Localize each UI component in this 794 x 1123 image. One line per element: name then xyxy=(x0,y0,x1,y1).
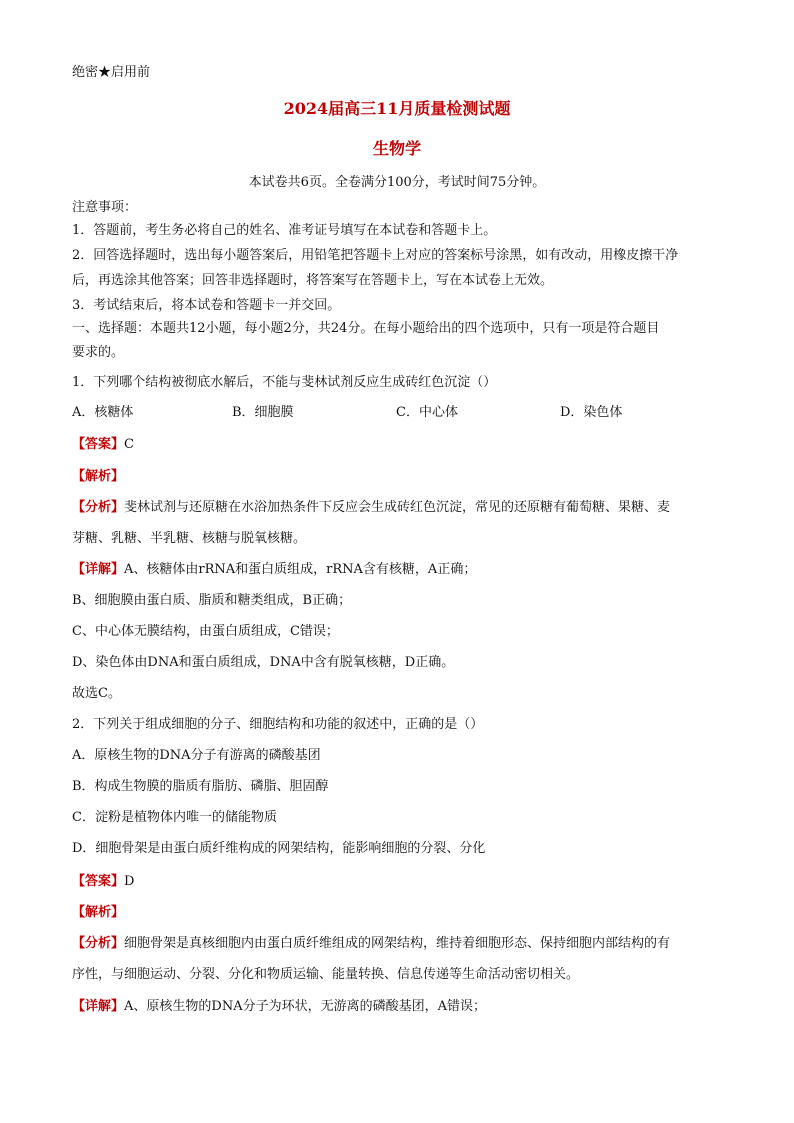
answer-label: 【答案】 xyxy=(72,437,125,452)
notes-heading: 注意事项： xyxy=(72,200,138,215)
q1-options xyxy=(72,402,722,424)
q1-fenxi-line-1: 【分析】斐林试剂与还原糖在水浴加热条件下反应会生成砖红色沉淀，常见的还原糖有葡萄糖、果糖、麦 xyxy=(72,500,671,515)
q1-conclusion: 故选C。 xyxy=(72,686,121,701)
exam-title: 2024届高三11月质量检测试题 xyxy=(283,99,511,118)
q2-answer: 【答案】D xyxy=(72,874,135,889)
q2-fenxi-line-2: 序性，与细胞运动、分裂、分化和物质运输、能量转换、信息传递等生命活动密切相关。 xyxy=(72,967,580,982)
q1-detail-d: D、染色体由DNA和蛋白质组成，DNA中含有脱氧核糖，D正确。 xyxy=(72,655,455,670)
answer-value: C xyxy=(124,437,134,452)
note-2-line-1: 2．回答选择题时，选出每小题答案后，用铅笔把答题卡上对应的答案标号涂黑，如有改动，用橡皮擦干净 xyxy=(72,248,679,263)
section-instructions-line-1: 一、选择题：本题共12小题，每小题2分，共24分。在每小题给出的四个选项中，只有一项是符合题目 xyxy=(72,321,660,336)
section-instructions-line-2: 要求的。 xyxy=(72,345,125,360)
q1-detail-b: B、细胞膜由蛋白质、脂质和糖类组成，B正确； xyxy=(72,593,352,608)
q2-option-c: C．淀粉是植物体内唯一的储能物质 xyxy=(72,810,277,825)
q2-option-b: B．构成生物膜的脂质有脂肪、磷脂、胆固醇 xyxy=(72,779,329,794)
note-3: 3．考试结束后，将本试卷和答题卡一并交回。 xyxy=(72,298,341,313)
q2-fenxi-line-1: 【分析】细胞骨架是真核细胞内由蛋白质纤维组成的网架结构，维持着细胞形态、保持细胞内部结构的有 xyxy=(72,936,671,951)
q1-analysis-label: 【解析】 xyxy=(72,469,125,484)
q1-stem: 1．下列哪个结构被彻底水解后，不能与斐林试剂反应生成砖红色沉淀（） xyxy=(72,375,497,390)
q1-option-d: D．染色体 xyxy=(560,405,623,420)
q1-detail-c: C、中心体无膜结构，由蛋白质组成，C错误； xyxy=(72,624,339,639)
q1-option-c: C．中心体 xyxy=(396,405,458,420)
q2-option-d: D．细胞骨架是由蛋白质纤维构成的网架结构，能影响细胞的分裂、分化 xyxy=(72,841,486,856)
subject-title: 生物学 xyxy=(372,139,421,158)
secret-label: 绝密★启用前 xyxy=(72,65,151,80)
q2-option-a: A．原核生物的DNA分子有游离的磷酸基团 xyxy=(72,748,321,763)
note-1: 1．答题前，考生务必将自己的姓名、准考证号填写在本试卷和答题卡上。 xyxy=(72,223,497,238)
note-2-line-2: 后，再选涂其他答案；回答非选择题时，将答案写在答题卡上，写在本试卷上无效。 xyxy=(72,273,554,288)
q1-detail-a: 【详解】A、核糖体由rRNA和蛋白质组成，rRNA含有核糖，A正确； xyxy=(72,562,477,577)
exam-info: 本试卷共6页。全卷满分100分，考试时间75分钟。 xyxy=(248,175,546,190)
q1-answer xyxy=(72,434,722,456)
q1-fenxi-line-2: 芽糖、乳糖、半乳糖、核糖与脱氧核糖。 xyxy=(72,531,307,546)
q2-analysis-label: 【解析】 xyxy=(72,905,125,920)
q1-option-a: A．核糖体 xyxy=(72,405,134,420)
q1-option-b: B．细胞膜 xyxy=(232,405,294,420)
q2-detail-a: 【详解】A、原核生物的DNA分子为环状，无游离的磷酸基团，A错误； xyxy=(72,999,486,1014)
q2-stem: 2．下列关于组成细胞的分子、细胞结构和功能的叙述中，正确的是（） xyxy=(72,717,484,732)
